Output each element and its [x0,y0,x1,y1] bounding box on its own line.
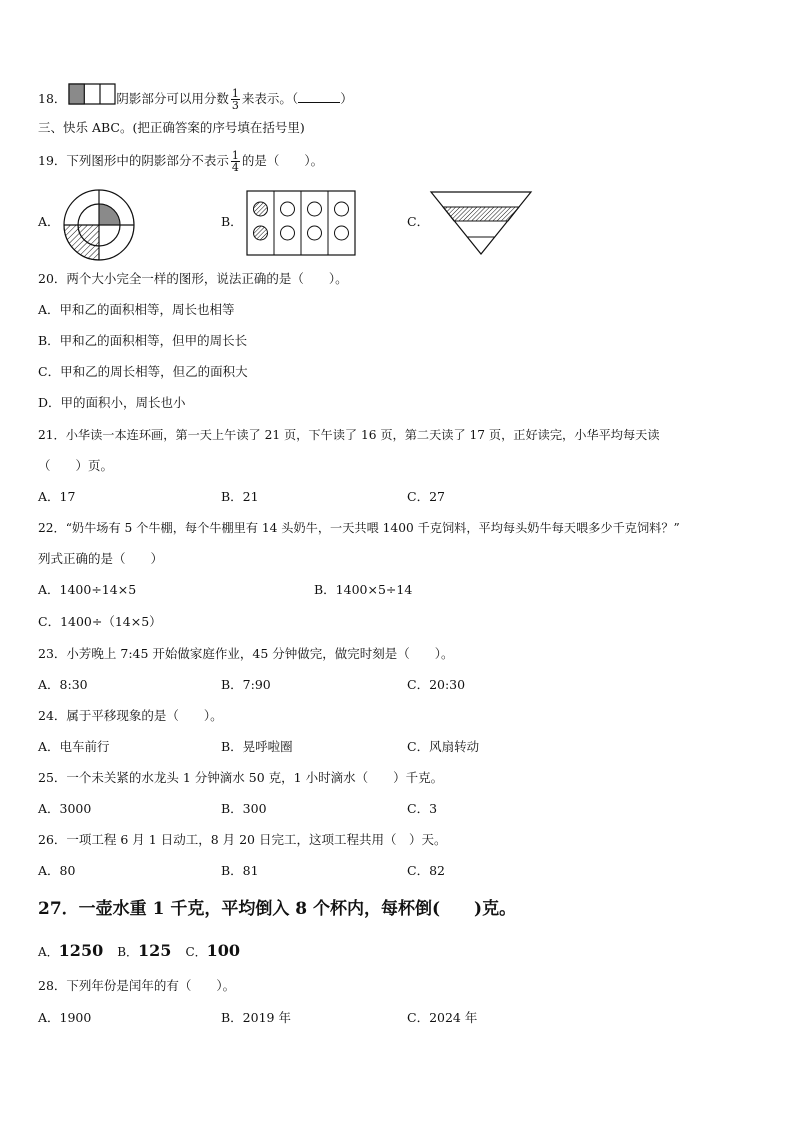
q21-option-b[interactable]: B．21 [221,489,259,504]
section-3-heading: 三、快乐 ABC。(把正确答案的序号填在括号里) [38,120,305,135]
q18-text-c: ） [340,91,353,106]
q21-option-a[interactable]: A．17 [38,489,76,504]
q28-option-a[interactable]: A．1900 [38,1010,92,1025]
q20-option-b[interactable]: B．甲和乙的面积相等，但甲的周长长 [38,333,248,348]
q19-fraction [231,150,240,173]
q20-option-c[interactable]: C．甲和乙的周长相等，但乙的面积大 [38,364,248,379]
q27-option-a-label[interactable]: A． [38,945,59,959]
q19-frac-den: 4 [231,161,239,174]
q21-stem-line1: 21．小华读一本连环画，第一天上午读了 21 页，下午读了 16 页，第二天读了 17 页，正好读完，小华平均每天读 [38,428,660,442]
q18-text-b: 来表示。（ [241,91,299,106]
q24-option-a[interactable]: A．电车前行 [38,739,110,754]
q25-option-a[interactable]: A．3000 [38,801,92,816]
q23-option-c[interactable]: C．20:30 [407,677,466,692]
q19-option-a-label[interactable]: A． [38,214,60,229]
q19-frac-num: 1 [231,149,239,162]
q22-option-a[interactable]: A．1400÷14×5 [38,582,137,597]
q19-option-b-grid-figure [246,190,356,256]
q28-stem: 28．下列年份是闰年的有（ ）。 [38,978,236,993]
q26-option-c[interactable]: C．82 [407,863,445,878]
q27-stem: 27．一壶水重 1 千克，平均倒入 8 个杯内，每杯倒( )克。 [38,899,517,919]
q28-option-b[interactable]: B．2019 年 [221,1010,291,1025]
q18-line [38,88,353,111]
q21-stem-line2: （ ）页。 [38,458,114,473]
q27-options [38,941,240,962]
q18-frac-num: 1 [231,87,239,100]
q27-option-b-label[interactable]: B． [117,945,139,959]
q24-option-b[interactable]: B．晃呼啦圈 [221,739,293,754]
q24-stem: 24．属于平移现象的是（ ）。 [38,708,223,723]
q19-number: 19． [38,153,67,168]
q22-stem-line1: 22．“奶牛场有 5 个牛棚，每个牛棚里有 14 头奶牛，一天共喂 1400 千克饲料，平均每头奶牛每天喂多少千克饲料？” [38,521,680,535]
q27-option-b-value[interactable]: 125 [138,941,172,960]
q19-text-b: 的是（ ）。 [241,153,324,168]
q27-option-c-value[interactable]: 100 [206,941,241,960]
q22-option-b[interactable]: B．1400×5÷14 [314,582,413,597]
q22-option-c[interactable]: C．1400÷（14×5） [38,614,162,629]
q27-option-a-value[interactable]: 1250 [58,941,104,960]
q18-number: 18． [38,91,67,106]
q18-text-a: 阴影部分可以用分数 [116,91,229,106]
q25-option-b[interactable]: B．300 [221,801,267,816]
q18-answer-blank[interactable] [298,90,340,103]
q20-option-d[interactable]: D．甲的面积小，周长也小 [38,395,186,410]
q26-option-b[interactable]: B．81 [221,863,259,878]
q26-stem: 26．一项工程 6 月 1 日动工，8 月 20 日完工，这项工程共用（ ）天。 [38,832,447,847]
q20-stem: 20．两个大小完全一样的图形，说法正确的是（ ）。 [38,271,348,286]
q27-option-c-label[interactable]: C． [185,945,207,959]
q24-option-c[interactable]: C．风扇转动 [407,739,480,754]
q19-option-a-circle-figure [62,188,136,262]
q21-option-c[interactable]: C．27 [407,489,445,504]
q22-stem-line2: 列式正确的是（ ） [38,551,164,566]
q19-option-c-triangle-figure [430,190,532,256]
q23-option-b[interactable]: B．7:90 [221,677,271,692]
q19-option-b-label[interactable]: B． [221,214,243,229]
q18-fraction [231,88,240,111]
q28-option-c[interactable]: C．2024 年 [407,1010,478,1025]
q25-option-c[interactable]: C．3 [407,801,438,816]
q25-stem: 25．一个未关紧的水龙头 1 分钟滴水 50 克，1 小时滴水（ ）千克。 [38,770,444,785]
q23-option-a[interactable]: A．8:30 [38,677,88,692]
q23-stem: 23．小芳晚上 7:45 开始做家庭作业，45 分钟做完，做完时刻是（ ）。 [38,646,454,661]
q19-text-a: 下列图形中的阴影部分不表示 [66,153,229,168]
q26-option-a[interactable]: A．80 [38,863,76,878]
q19-stem [38,150,323,173]
q20-option-a[interactable]: A．甲和乙的面积相等，周长也相等 [38,302,235,317]
q18-frac-den: 3 [231,99,239,112]
q19-option-c-label[interactable]: C． [407,214,430,229]
